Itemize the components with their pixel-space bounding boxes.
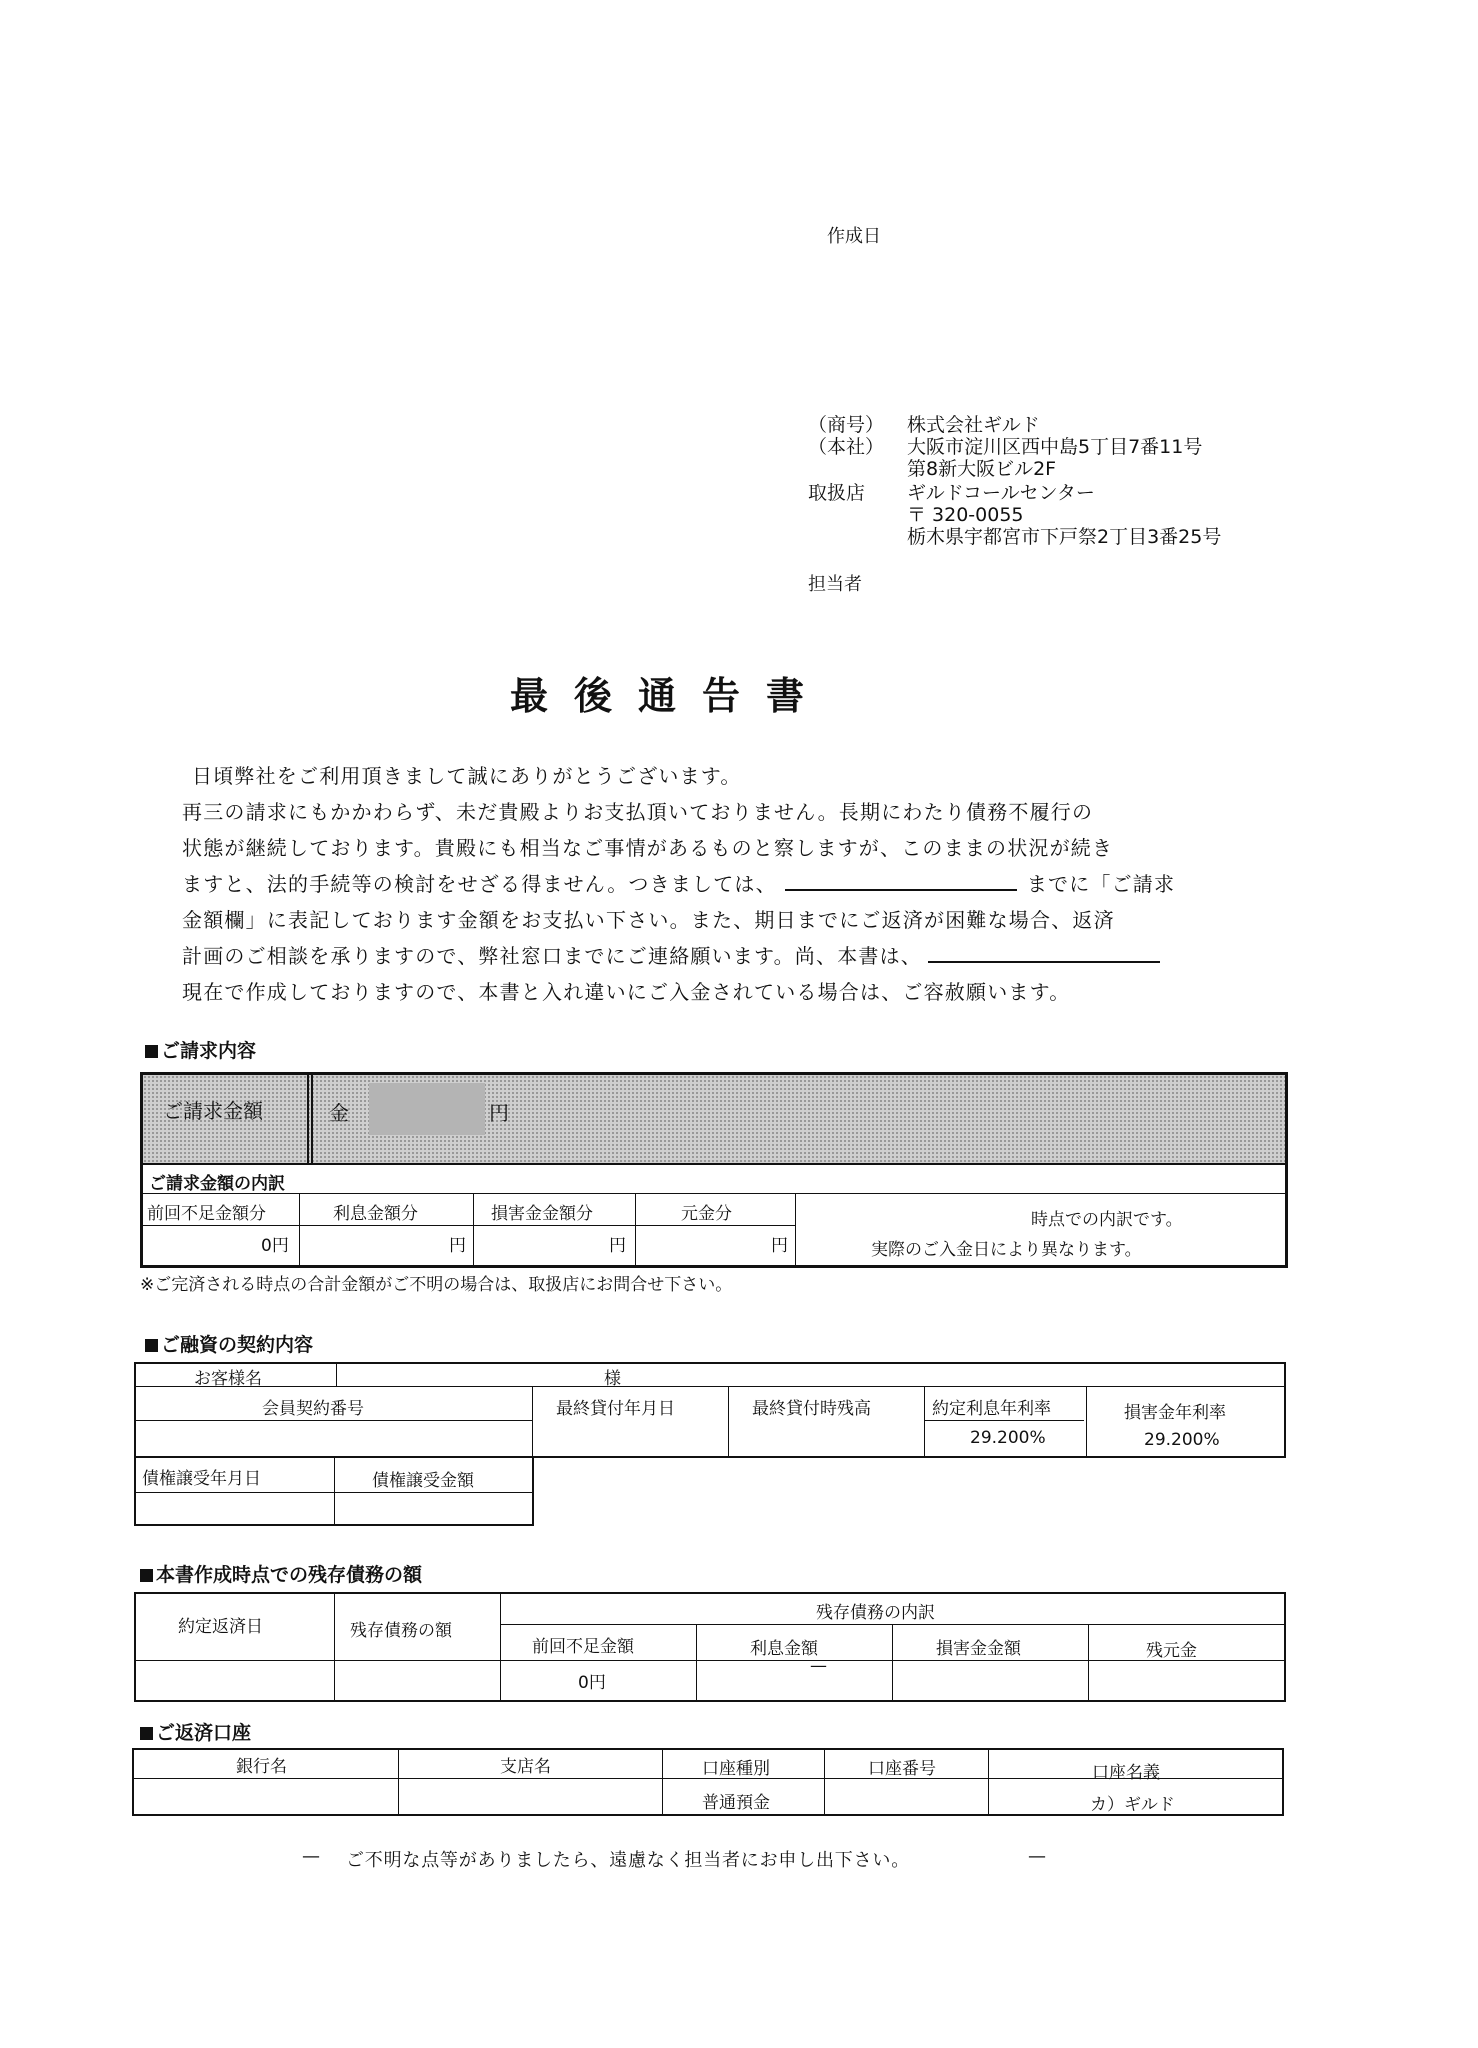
billing-amount-prefix: 金 [329,1101,349,1125]
body-line-1: 日頃弊社をご利用頂きまして誠にありがとうございます。 [192,764,742,788]
body-line-6 [182,940,1160,969]
head-office-building: 第8新大阪ビル2F [907,458,1057,480]
footer-dash-right: — [1028,1846,1046,1867]
body-line-2: 再三の請求にもかかわらず、未だ貴殿よりお支払頂いておりません。長期にわたり債務不履行の [182,800,1094,824]
branch-address: 栃木県宇都宮市下戸祭2丁目3番25号 [907,526,1222,548]
trade-name-label: （商号） [808,414,885,436]
account-table [132,1748,1284,1816]
col-bank-name: 銀行名 [236,1757,287,1777]
footer-message: ご不明な点等がありましたら、遠慮なく担当者にお申し出下さい。 [346,1850,910,1871]
col-prev-shortage: 前回不足金額分 [147,1204,266,1224]
val-penalty: 円 [609,1236,626,1256]
remaining-breakdown-label: 残存債務の内訳 [816,1603,935,1623]
prev-shortage-value: 0円 [578,1673,606,1693]
billing-footnote: ※ご完済される時点の合計金額がご不明の場合は、取扱店にお問合せ下さい。 [140,1275,733,1295]
val-prev-shortage: 0円 [261,1236,289,1256]
branch-label: 取扱店 [808,482,866,504]
billing-box [140,1072,1288,1268]
col-account-number: 口座番号 [868,1759,936,1779]
col-account-type: 口座種別 [702,1759,770,1779]
interest-rate-value: 29.200% [970,1428,1046,1448]
section-square-icon [145,1045,158,1058]
trade-name: 株式会社ギルド [907,414,1040,436]
col-transfer-date: 債権譲受年月日 [142,1469,261,1489]
col-interest-amount: 利息金額 [750,1639,818,1659]
billing-amount-area [143,1075,1285,1163]
page-title: 最後通告書 [510,673,831,718]
customer-name-label: お客様名 [194,1369,262,1389]
account-holder-value: カ）ギルド [1090,1795,1175,1815]
redacted-amount [369,1083,485,1135]
contract-table [134,1362,1286,1458]
col-principal: 元金分 [681,1204,732,1224]
body-line-4a: ますと、法的手続等の検討をせざる得ません。つきましては、 [182,872,777,896]
branch-postal: 〒 320-0055 [907,504,1024,526]
body-line-7: 現在で作成しておりますので、本書と入れ違いにご入金されている場合は、ご容赦願います。 [182,980,1071,1004]
document-date-blank [928,943,1160,963]
remaining-amount-label: 残存債務の額 [350,1621,452,1641]
breakdown-title: ご請求金額の内訳 [149,1174,285,1194]
contract-section-text: ご融資の契約内容 [161,1334,314,1356]
billing-section-text: ご請求内容 [161,1040,257,1062]
contract-section-title [145,1330,313,1357]
footer-dash-left: — [302,1846,320,1867]
section-square-icon [145,1339,158,1352]
col-penalty: 損害金金額分 [491,1204,593,1224]
col-last-loan-balance: 最終貸付時残高 [752,1399,871,1419]
head-office-label: （本社） [808,436,885,458]
account-section-text: ご返済口座 [156,1722,252,1744]
due-date-label: 約定返済日 [178,1617,263,1637]
head-office-address: 大阪市淀川区西中島5丁目7番11号 [907,436,1203,458]
col-penalty-rate: 損害金年利率 [1124,1403,1226,1423]
staff-label: 担当者 [808,574,862,595]
body-line-4b: までに「ご請求 [1026,872,1176,896]
creation-date-label: 作成日 [827,226,881,247]
col-interest-rate: 約定利息年利率 [932,1399,1051,1419]
col-account-holder: 口座名義 [1092,1763,1160,1783]
col-prev-shortage-amount: 前回不足金額 [532,1637,634,1657]
section-square-icon [140,1727,153,1740]
payment-deadline-blank [785,871,1017,891]
breakdown-note-2: 実際のご入金日により異なります。 [871,1240,1142,1260]
col-interest: 利息金額分 [333,1204,418,1224]
section-square-icon [140,1569,153,1582]
body-line-3: 状態が継続しております。貴殿にも相当なご事情があるものと察しますが、このままの状況が続き [182,836,1114,860]
col-branch-name: 支店名 [500,1757,551,1777]
debt-table [134,1592,1286,1702]
debt-section-text: 本書作成時点での残存債務の額 [156,1564,423,1586]
col-remaining-principal: 残元金 [1146,1641,1197,1661]
billing-amount-label: ご請求金額 [163,1099,263,1123]
body-line-6-text: 計画のご相談を承りますので、弊社窓口までにご連絡願います。尚、本書は、 [182,944,922,968]
val-interest: 円 [449,1236,466,1256]
account-section-title [140,1718,251,1745]
col-member-no: 会員契約番号 [262,1399,364,1419]
col-penalty-amount: 損害金金額 [936,1639,1021,1659]
billing-section-title [145,1036,256,1063]
body-line-5: 金額欄」に表記しております金額をお支払い下さい。また、期日までにご返済が困難な場合、返済 [182,908,1115,932]
col-transfer-amount: 債権譲受金額 [372,1471,474,1491]
breakdown-note-1: 時点での内訳です。 [1031,1210,1183,1230]
debt-section-title [140,1560,422,1587]
col-last-loan-date: 最終貸付年月日 [556,1399,675,1419]
interest-amount-value: — [810,1656,827,1676]
branch-name: ギルドコールセンター [907,482,1095,504]
transfer-table [134,1456,534,1526]
penalty-rate-value: 29.200% [1144,1430,1220,1450]
billing-amount-suffix: 円 [489,1101,509,1125]
account-type-value: 普通預金 [702,1793,770,1813]
val-principal: 円 [771,1236,788,1256]
customer-name-suffix: 様 [604,1369,621,1389]
body-line-4 [182,868,1175,897]
